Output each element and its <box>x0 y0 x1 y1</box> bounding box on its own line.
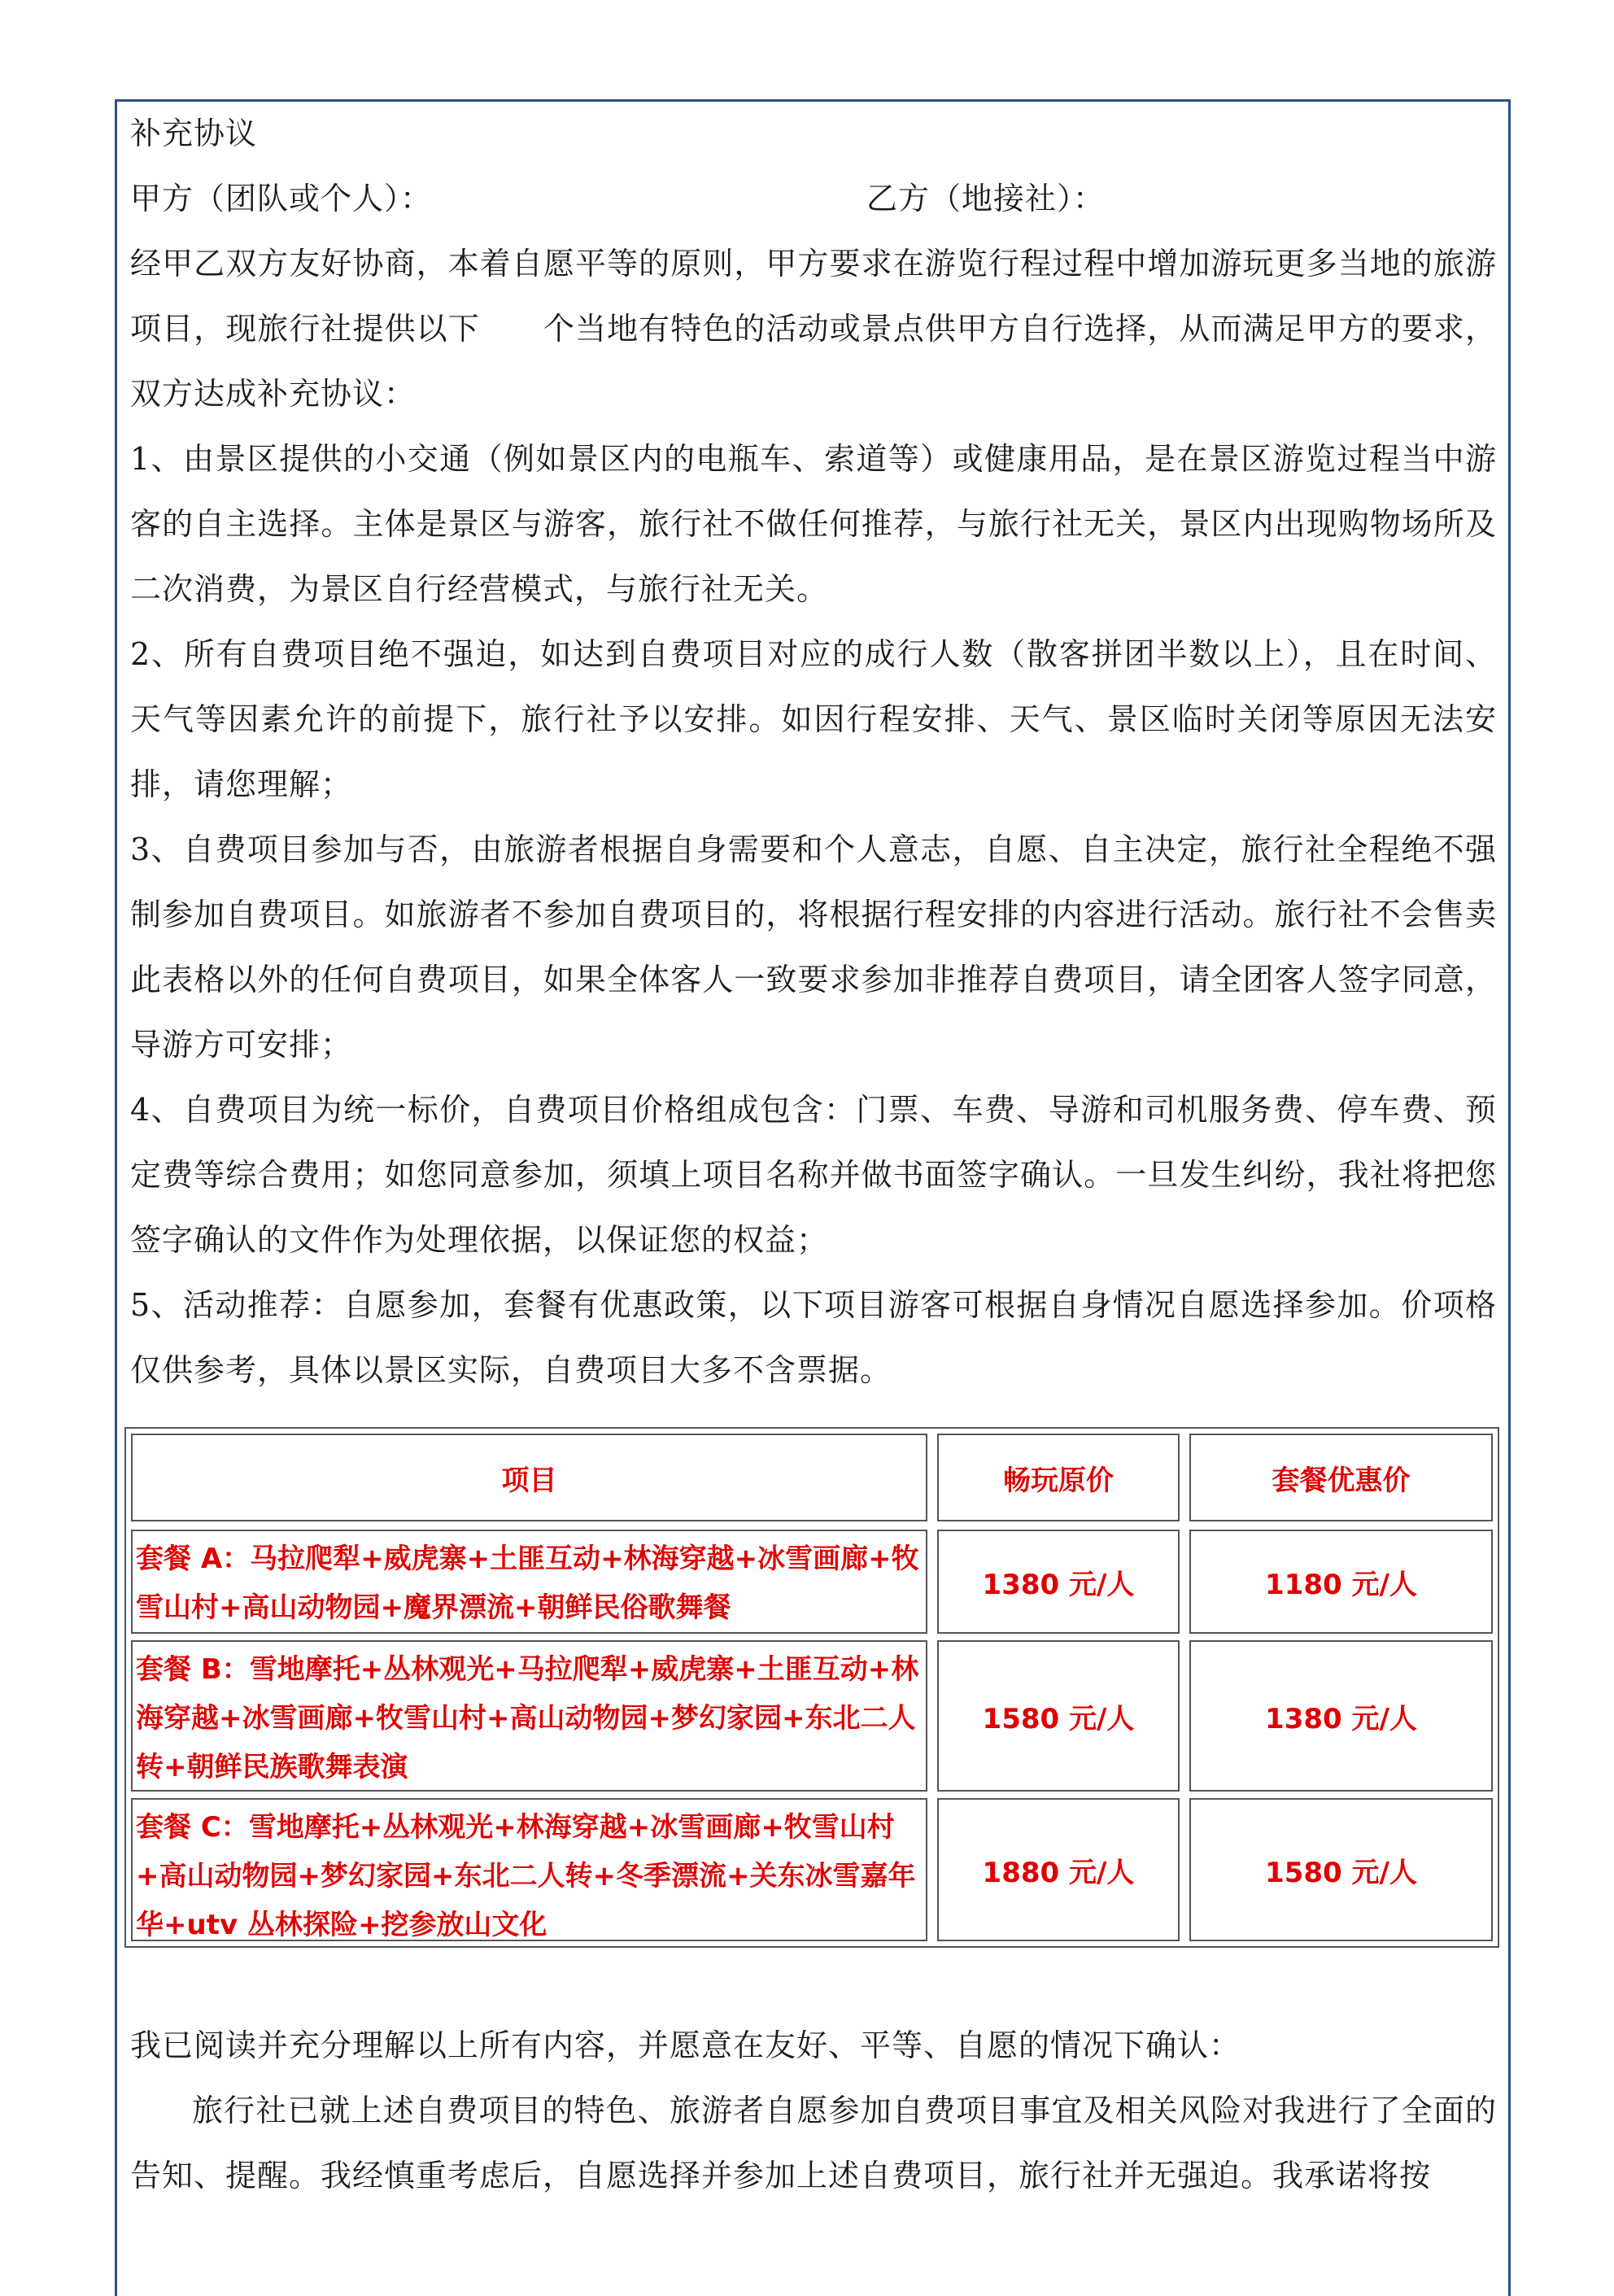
package-b-original: 1580 元/人 <box>937 1640 1180 1792</box>
party-a-label: 甲方（团队或个人）： <box>130 181 433 216</box>
final-statement: 旅行社已就上述自费项目的特色、旅游者自愿参加自费项目事宜及相关风险对我进行了全面的告知、提醒。我经慎重考虑后，自愿选择并参加上述自费项目，旅行社并无强迫。我承诺将按 <box>130 2093 1497 2193</box>
package-b-discount: 1380 元/人 <box>1189 1640 1493 1792</box>
party-b-label: 乙方（地接社）： <box>866 181 1106 216</box>
confirm-statement: 我已阅读并充分理解以上所有内容，并愿意在友好、平等、自愿的情况下确认： <box>130 2028 1241 2063</box>
doc-title: 补充协议 <box>130 116 258 151</box>
header-discount-price: 套餐优惠价 <box>1189 1434 1493 1521</box>
clause-2: 2、所有自费项目绝不强迫，如达到自费项目对应的成行人数（散客拼团半数以上），且在时间、天气等因素允许的前提下，旅行社予以安排。如因行程安排、天气、景区临时关闭等原因无法安排，请您理解； <box>130 636 1497 802</box>
package-a-item: 套餐 A：马拉爬犁+威虎寨+土匪互动+林海穿越+冰雪画廊+牧雪山村+高山动物园+魔界漂流+朝鲜民俗歌舞餐 <box>131 1530 927 1634</box>
clause-5: 5、活动推荐：自愿参加，套餐有优惠政策，以下项目游客可根据自身情况自愿选择参加。价项格仅供参考，具体以景区实际，自费项目大多不含票据。 <box>130 1287 1497 1388</box>
header-original-price: 畅玩原价 <box>937 1434 1180 1521</box>
clause-4: 4、自费项目为统一标价，自费项目价格组成包含：门票、车费、导游和司机服务费、停车费、预定费等综合费用；如您同意参加，须填上项目名称并做书面签字确认。一旦发生纠纷，我社将把您签字确认的文件作为处理依据，以保证您的权益； <box>130 1092 1497 1258</box>
intro-paragraph: 经甲乙双方友好协商，本着自愿平等的原则，甲方要求在游览行程过程中增加游玩更多当地的旅游项目，现旅行社提供以下 个当地有特色的活动或景点供甲方自行选择，从而满足甲方的要求，双方达成补充协议： <box>130 246 1497 412</box>
package-c-item: 套餐 C：雪地摩托+丛林观光+林海穿越+冰雪画廊+牧雪山村+高山动物园+梦幻家园+东北二人转+冬季漂流+关东冰雪嘉年华+utv 丛林探险+挖参放山文化 <box>131 1798 927 1941</box>
package-c-original: 1880 元/人 <box>937 1798 1180 1941</box>
package-a-discount: 1180 元/人 <box>1189 1530 1493 1634</box>
header-item: 项目 <box>131 1434 927 1521</box>
parties-line <box>130 166 1497 231</box>
clause-1: 1、由景区提供的小交通（例如景区内的电瓶车、索道等）或健康用品，是在景区游览过程当中游客的自主选择。主体是景区与游客，旅行社不做任何推荐，与旅行社无关，景区内出现购物场所及二次消费，为景区自行经营模式，与旅行社无关。 <box>130 441 1497 607</box>
clause-3: 3、自费项目参加与否，由旅游者根据自身需要和个人意志，自愿、自主决定，旅行社全程绝不强制参加自费项目。如旅游者不参加自费项目的，将根据行程安排的内容进行活动。旅行社不会售卖此表格以外的任何自费项目，如果全体客人一致要求参加非推荐自费项目，请全团客人签字同意，导游方可安排； <box>130 832 1497 1063</box>
package-c-discount: 1580 元/人 <box>1189 1798 1493 1941</box>
package-b-item: 套餐 B：雪地摩托+丛林观光+马拉爬犁+威虎寨+土匪互动+林海穿越+冰雪画廊+牧雪山村+高山动物园+梦幻家园+东北二人转+朝鲜民族歌舞表演 <box>131 1640 927 1792</box>
package-a-original: 1380 元/人 <box>937 1530 1180 1634</box>
